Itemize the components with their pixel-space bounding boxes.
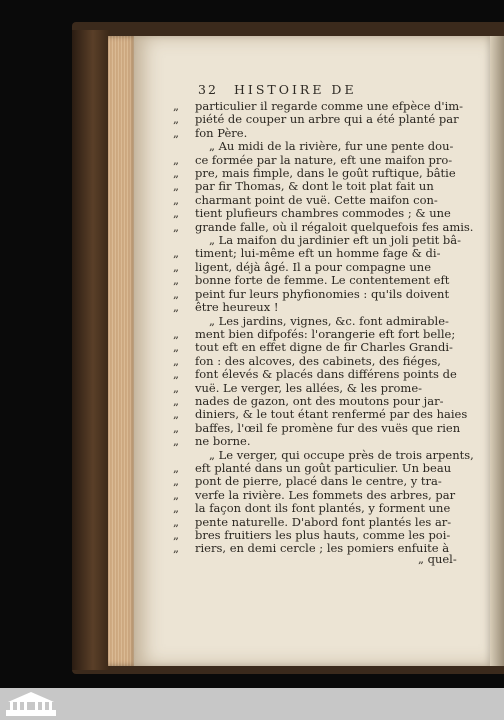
text-line	[173, 112, 465, 127]
line-text: la façon dont ils font plantés, y forment une	[195, 501, 451, 516]
quote-mark: „	[173, 393, 179, 408]
quote-mark: „	[173, 460, 179, 475]
line-text: ment bien difpofés: l'orangerie eft fort belle;	[195, 326, 456, 341]
line-text: nades de gazon, ont des moutons pour jar-	[195, 393, 444, 408]
line-text: ce formée par la nature, eft une maifon pro-	[195, 152, 453, 167]
line-text: bonne forte de femme. Le contentement eft	[195, 273, 450, 288]
quote-mark: „	[173, 487, 179, 502]
quote-mark: „	[173, 367, 179, 382]
text-line	[173, 420, 465, 435]
text-line	[173, 179, 465, 194]
text-line	[195, 140, 465, 153]
line-text: „ Au midi de la rivière, fur une pente dou-	[209, 139, 454, 154]
quote-mark: „	[173, 528, 179, 542]
text-line	[173, 528, 465, 542]
text-line	[173, 246, 465, 261]
text-line	[173, 273, 465, 288]
text-line	[173, 192, 465, 207]
quote-mark: „	[173, 152, 179, 167]
line-text: par fir Thomas, & dont le toit plat fait un	[195, 179, 434, 194]
quote-mark: „	[173, 326, 179, 341]
text-line	[173, 326, 465, 341]
text-line	[195, 315, 465, 328]
line-text: vuë. Le verger, les allées, & les prome-	[195, 380, 423, 395]
quote-mark: „	[173, 501, 179, 516]
facing-page-edge	[490, 36, 504, 666]
line-text: font élevés & placés dans différens points de	[195, 367, 457, 382]
quote-mark: „	[173, 246, 179, 261]
quote-mark: „	[173, 380, 179, 395]
line-text: riers, en demi cercle ; les pomiers enfuite à	[195, 541, 450, 556]
quote-mark: „	[173, 219, 179, 234]
quote-mark: „	[173, 259, 179, 274]
line-text: eft planté dans un goût particulier. Un beau	[195, 460, 452, 475]
quote-mark: „	[173, 286, 179, 301]
line-text: bres fruitiers les plus hauts, comme les poi-	[195, 528, 451, 542]
text-line	[173, 125, 465, 140]
line-text: ne borne.	[195, 434, 251, 449]
quote-mark: „	[173, 179, 179, 194]
line-text: piété de couper un arbre qui a été planté par	[195, 112, 459, 127]
line-text: charmant point de vuë. Cette maifon con-	[195, 192, 438, 207]
quote-mark: „	[173, 300, 179, 315]
quote-mark: „	[173, 112, 179, 127]
text-line	[173, 166, 465, 181]
quote-mark: „	[173, 125, 179, 140]
page-number: 32	[198, 82, 218, 97]
catchword: „ quel-	[418, 552, 457, 566]
line-text: fon Père.	[195, 125, 248, 140]
text-line	[173, 487, 465, 502]
quote-mark: „	[173, 340, 179, 355]
line-text: verfe la rivière. Les fommets des arbres, par	[195, 487, 456, 502]
text-line	[173, 340, 465, 355]
line-text: fon : des alcoves, des cabinets, des fiéges,	[195, 353, 441, 368]
line-text: tient plufieurs chambres commodes ; & une	[195, 206, 451, 221]
text-line	[173, 99, 465, 113]
text-line	[173, 434, 465, 449]
quote-mark: „	[173, 99, 179, 113]
line-text: ligent, déjà âgé. Il a pour compagne une	[195, 259, 432, 274]
line-text: pre, mais fimple, dans le goût ruftique, bâtie	[195, 166, 456, 181]
line-text: peint fur leurs phyfionomies : qu'ils doivent	[195, 286, 450, 301]
text-line	[173, 514, 465, 529]
text-line	[173, 501, 465, 516]
line-text: pont de pierre, placé dans le centre, y tra-	[195, 474, 442, 489]
quote-mark: „	[173, 166, 179, 181]
text-line	[173, 353, 465, 368]
text-line	[173, 152, 465, 167]
text-line	[173, 286, 465, 301]
text-line	[173, 219, 474, 234]
quote-mark: „	[173, 420, 179, 435]
line-text: tout eft en effet digne de fir Charles Grandi-	[195, 340, 453, 355]
text-line	[173, 367, 465, 382]
text-line	[173, 474, 465, 489]
line-text: grande falle, où il régaloit quelquefois fes amis.	[195, 219, 474, 234]
line-text: „ Les jardins, vignes, &c. font admirable-	[209, 313, 449, 328]
text-line	[195, 447, 474, 462]
quote-mark: „	[173, 192, 179, 207]
text-line	[195, 234, 465, 247]
line-text: baffes, l'œil fe promène fur des vuës que rien	[195, 420, 461, 435]
text-line	[173, 393, 465, 408]
quote-mark: „	[173, 407, 179, 422]
line-text: être heureux !	[195, 300, 279, 315]
line-text: particulier il regarde comme une efpèce d'im-	[195, 99, 464, 113]
line-text: pente naturelle. D'abord font plantés les ar-	[195, 514, 452, 529]
quote-mark: „	[173, 353, 179, 368]
quote-mark: „	[173, 474, 179, 489]
text-line	[173, 407, 468, 422]
text-line	[173, 380, 465, 395]
body-text	[173, 99, 474, 556]
line-text: timent; lui-même eft un homme fage & di-	[195, 246, 441, 261]
library-building-icon	[4, 690, 58, 718]
line-text: diniers, & le tout étant renfermé par des haies	[195, 407, 468, 422]
text-line	[173, 259, 465, 274]
quote-mark: „	[173, 434, 179, 449]
viewer-footer-bar	[0, 688, 504, 720]
line-text: „ La maifon du jardinier eft un joli petit bâ-	[209, 233, 462, 248]
text-line	[173, 206, 465, 221]
running-title: HISTOIRE DE	[234, 82, 357, 97]
book-binding	[72, 30, 110, 670]
text-line	[173, 460, 465, 475]
quote-mark: „	[173, 514, 179, 529]
quote-mark: „	[173, 206, 179, 221]
quote-mark: „	[173, 541, 179, 556]
quote-mark: „	[173, 273, 179, 288]
line-text: „ Le verger, qui occupe près de trois arpents,	[209, 447, 474, 462]
text-line	[173, 300, 465, 315]
